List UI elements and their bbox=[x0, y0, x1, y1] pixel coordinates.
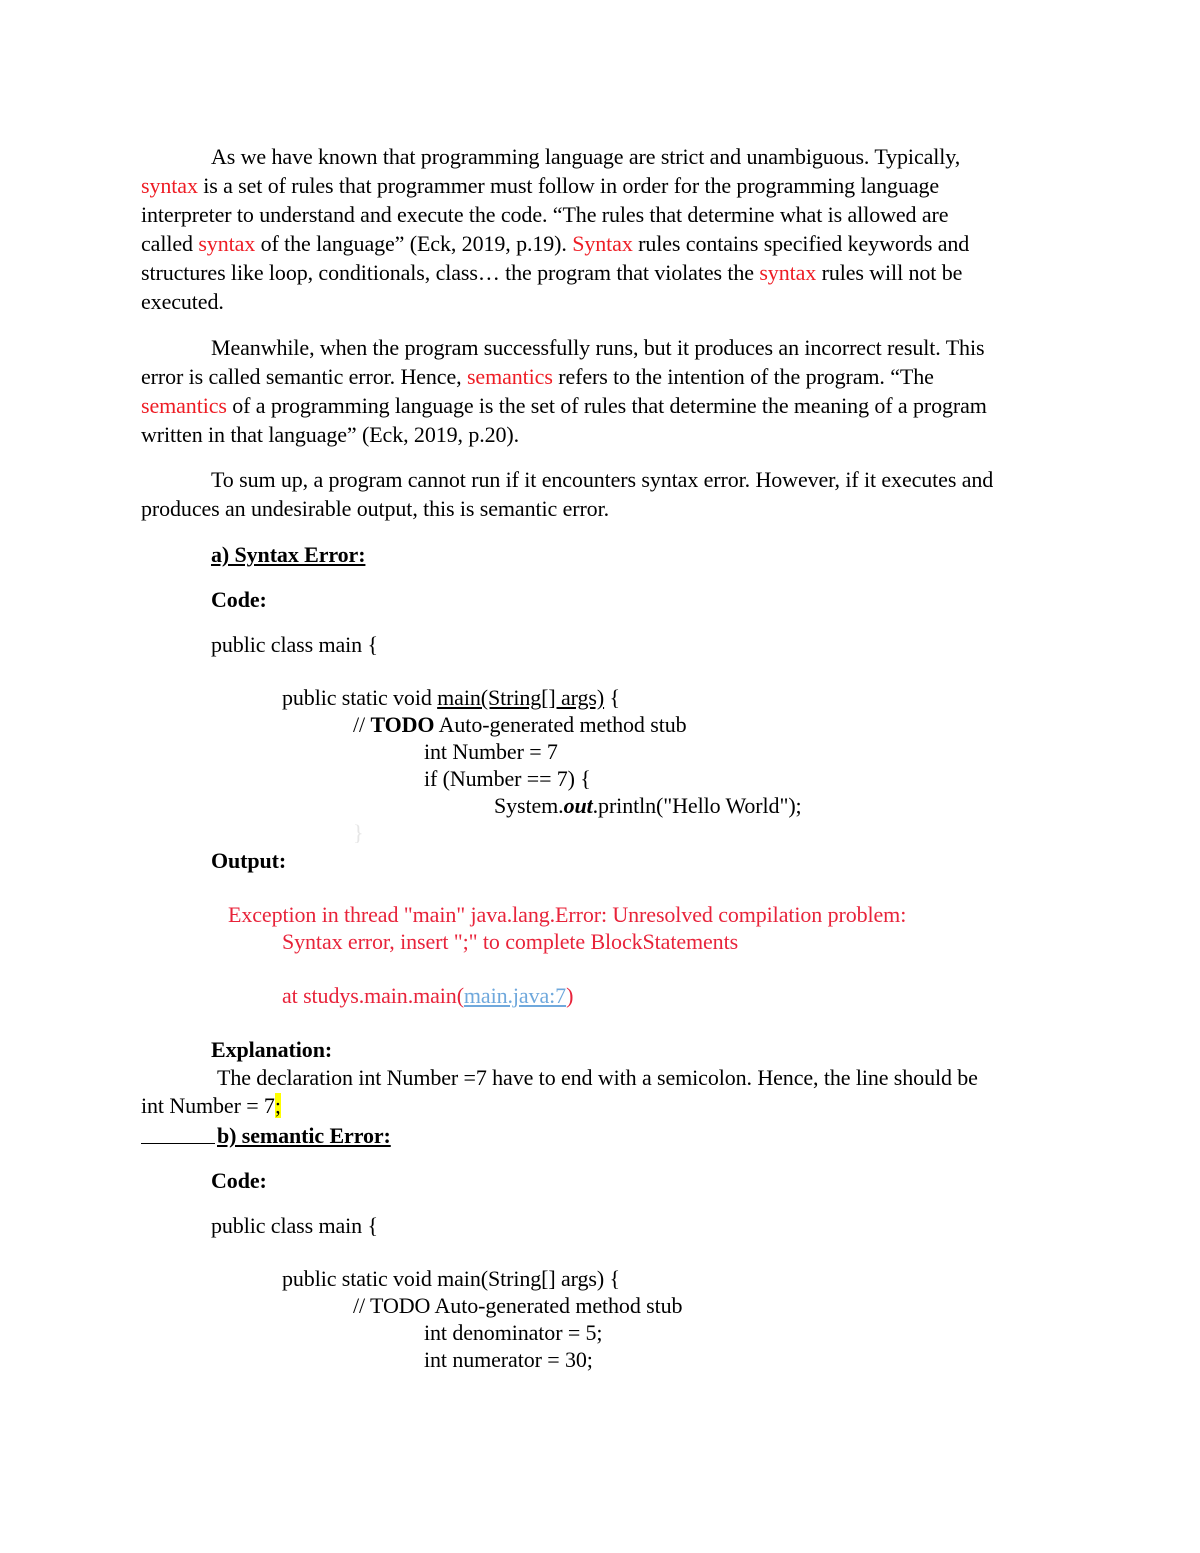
section-b-code-label: Code: bbox=[211, 1168, 267, 1193]
para2-line-2 bbox=[141, 362, 934, 391]
keyword-semantics: semantics bbox=[466, 364, 553, 389]
heading-leading-rule bbox=[141, 1143, 215, 1144]
code-comment-text: Auto-generated method stub bbox=[434, 712, 687, 737]
section-a-output-label: Output: bbox=[211, 848, 287, 873]
code-text: { bbox=[604, 685, 620, 710]
para1-line-4 bbox=[141, 229, 969, 258]
section-a-output-line-3 bbox=[282, 981, 573, 1010]
para3-line-2-text: produces an undesirable output, this is semantic error. bbox=[141, 496, 609, 521]
para1-line-5-text-b: rules will not be bbox=[816, 260, 963, 285]
section-a-heading: a) Syntax Error: bbox=[211, 542, 366, 567]
section-a-explanation-line-2 bbox=[141, 1091, 281, 1120]
explanation-text: int Number = 7 bbox=[141, 1093, 275, 1118]
section-a-code-line-1: public class main { bbox=[211, 632, 378, 657]
stacktrace-text: at studys.main.main( bbox=[282, 983, 464, 1008]
keyword-semantics: semantics bbox=[141, 393, 227, 418]
section-a-explanation-line-1: The declaration int Number =7 have to end with a semicolon. Hence, the line should be bbox=[217, 1065, 978, 1090]
section-a-code-line-2 bbox=[282, 683, 620, 712]
section-a-output-line-2: Syntax error, insert ";" to complete BlockStatements bbox=[282, 929, 739, 954]
para1-line-1 bbox=[211, 142, 960, 171]
section-b-code-line-3: // TODO Auto-generated method stub bbox=[353, 1293, 683, 1318]
para3-line-2 bbox=[141, 494, 609, 523]
section-a-code-line-3 bbox=[353, 710, 687, 739]
para2-line-2-text-a: error is called semantic error. Hence, bbox=[141, 364, 467, 389]
para1-line-4-text-a: called bbox=[141, 231, 199, 256]
code-todo-tag: TODO bbox=[370, 712, 435, 737]
para2-line-1-text: Meanwhile, when the program successfully runs, but it produces an incorrect result. This bbox=[211, 335, 985, 360]
para1-line-3 bbox=[141, 200, 948, 229]
section-a-explanation-label: Explanation: bbox=[211, 1037, 333, 1062]
section-a-code-line-4: int Number = 7 bbox=[424, 739, 558, 764]
keyword-syntax: Syntax bbox=[572, 231, 633, 256]
keyword-syntax: syntax bbox=[759, 260, 817, 285]
section-b-code-line-5: int numerator = 30; bbox=[424, 1347, 593, 1372]
code-text: .println("Hello World"); bbox=[592, 793, 802, 818]
para1-line-5-text-a: structures like loop, conditionals, class… the program that violates the bbox=[141, 260, 760, 285]
code-text: public static void bbox=[282, 685, 438, 710]
para1-line-3-text: interpreter to understand and execute the code. “The rules that determine what is allowed are bbox=[141, 202, 949, 227]
stacktrace-text: ) bbox=[566, 983, 574, 1008]
para2-line-2-text-b: refers to the intention of the program. “The bbox=[552, 364, 934, 389]
keyword-syntax: syntax bbox=[198, 231, 256, 256]
keyword-syntax: syntax bbox=[141, 173, 198, 198]
para1-line-5 bbox=[141, 258, 962, 287]
section-b-heading: b) semantic Error: bbox=[217, 1123, 391, 1148]
section-a-output-line-1: Exception in thread "main" java.lang.Error: Unresolved compilation problem: bbox=[228, 902, 907, 927]
para2-line-3 bbox=[141, 391, 987, 420]
section-b-code-line-2: public static void main(String[] args) { bbox=[282, 1266, 620, 1291]
code-method-signature: main(String[] args) bbox=[437, 685, 605, 710]
highlighted-semicolon: ; bbox=[274, 1093, 281, 1118]
para2-line-4 bbox=[141, 420, 519, 449]
section-a-code-label: Code: bbox=[211, 587, 267, 612]
para2-line-1 bbox=[211, 333, 984, 362]
section-b-code-line-4: int denominator = 5; bbox=[424, 1320, 603, 1345]
code-comment-prefix: // bbox=[353, 712, 371, 737]
para1-line-4-text-c: rules contains specified keywords and bbox=[632, 231, 970, 256]
para1-line-1-text: As we have known that programming language are strict and unambiguous. Typically, bbox=[211, 144, 961, 169]
para3-line-1-text: To sum up, a program cannot run if it encounters syntax error. However, if it executes and bbox=[211, 467, 994, 492]
section-b-code-line-1: public class main { bbox=[211, 1213, 378, 1238]
para3-line-1 bbox=[211, 465, 993, 494]
para2-line-4-text: written in that language” (Eck, 2019, p.20). bbox=[141, 422, 520, 447]
code-text: System. bbox=[494, 793, 564, 818]
stacktrace-source-link[interactable]: main.java:7 bbox=[463, 983, 567, 1008]
para1-line-2-text: is a set of rules that programmer must follow in order for the programming language bbox=[197, 173, 940, 198]
para2-line-3-text: of a programming language is the set of rules that determine the meaning of a program bbox=[226, 393, 987, 418]
section-a-code-line-5: if (Number == 7) { bbox=[424, 766, 591, 791]
para1-line-6 bbox=[141, 287, 224, 316]
para1-line-2 bbox=[141, 171, 939, 200]
section-a-code-line-7: } bbox=[353, 820, 364, 845]
para1-line-4-text-b: of the language” (Eck, 2019, p.19). bbox=[255, 231, 573, 256]
code-field-out: out bbox=[563, 793, 593, 818]
para1-line-6-text: executed. bbox=[141, 289, 224, 314]
section-a-code-line-6 bbox=[494, 791, 802, 820]
